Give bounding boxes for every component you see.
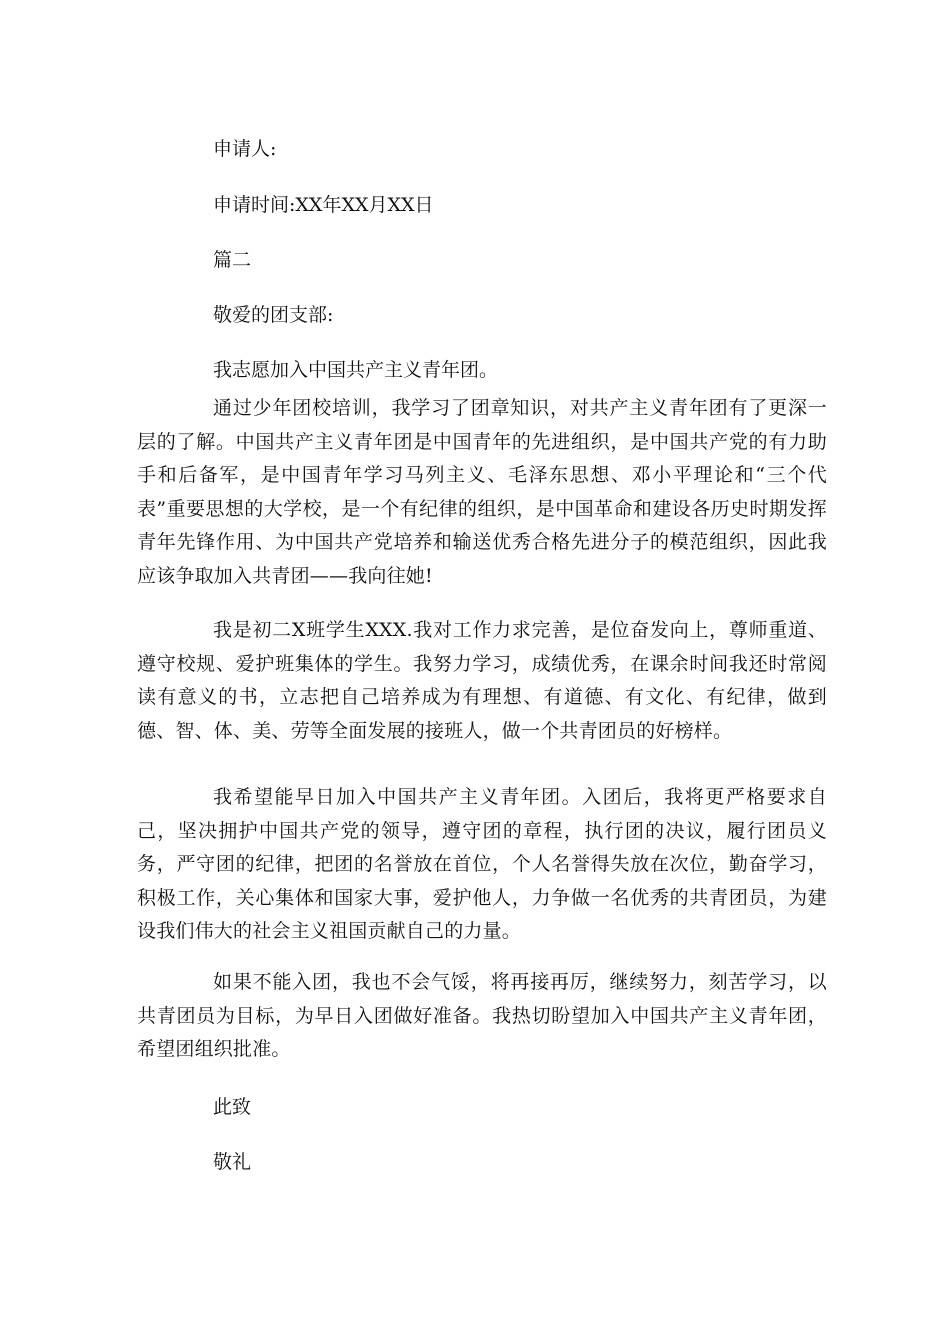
section-title: 篇二 [213,249,252,271]
closing-line-2: 敬礼 [213,1151,252,1173]
salutation: 敬爱的团支部: [213,304,334,326]
applicant-line: 申请人: [213,138,277,160]
paragraph-hope: 我希望能早日加入中国共产主义青年团。入团后，我将更严格要求自己，坚决拥护中国共产党的领导，遵守团的章程，执行团的决议，履行团员义务，严守团的纪律，把团的名誉放在首位，个人名誉得失放在次位，勤奋学习，积极工作，关心集体和国家大事，爱护他人，力争做一名优秀的共青团员，为建设我们伟大的社会主义祖国贡献自己的力量。 [137,786,827,942]
declaration-line: 我志愿加入中国共产主义青年团。 [213,359,499,381]
paragraph-training: 通过少年团校培训，我学习了团章知识，对共产主义青年团有了更深一层的了解。中国共产主义青年团是中国青年的先进组织，是中国共产党的有力助手和后备军，是中国青年学习马列主义、毛泽东思想、邓小平理论和“三个代表”重要思想的大学校，是一个有纪律的组织，是中国革命和建设各历史时期发挥青年先锋作用、为中国共产党培养和输送优秀合格先进分子的模范组织，因此我应该争取加入共青团——我向往她! [137,397,827,587]
apply-date-line: 申请时间:XX年XX月XX日 [213,194,434,216]
paragraph-self-intro: 我是初二X班学生XXX.我对工作力求完善，是位奋发向上，尊师重道、遵守校规、爱护班集体的学生。我努力学习，成绩优秀，在课余时间我还时常阅读有意义的书，立志把自己培养成为有理想、有道德、有文化、有纪律，做到德、智、体、美、劳等全面发展的接班人，做一个共青团员的好榜样。 [137,619,827,742]
paragraph-resolve: 如果不能入团，我也不会气馁，将再接再厉，继续努力，刻苦学习，以共青团员为目标，为早日入团做好准备。我热切盼望加入中国共产主义青年团，希望团组织批准。 [137,971,827,1060]
closing-line-1: 此致 [213,1096,252,1118]
